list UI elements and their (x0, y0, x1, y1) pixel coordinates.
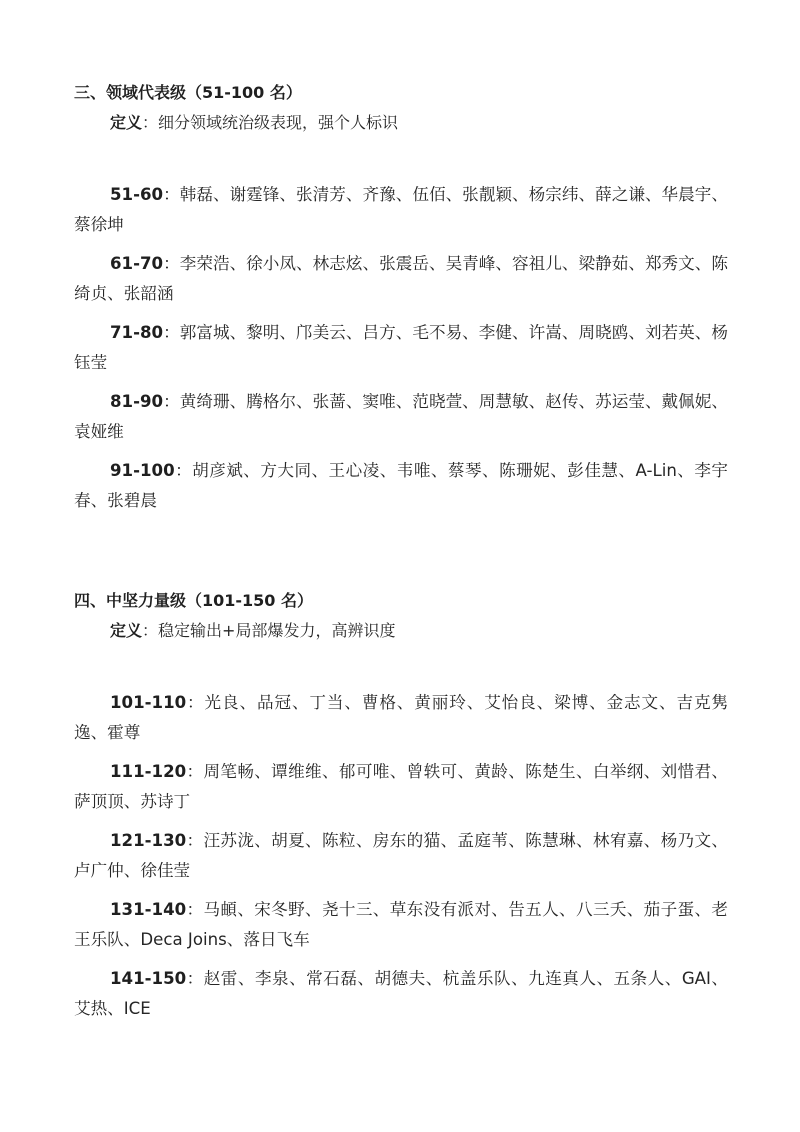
rank-range: 91-100 (110, 461, 175, 480)
rank-group (74, 964, 728, 1024)
rank-separator: ： (186, 693, 205, 712)
section-title: 四、中坚力量级（101-150 名） (74, 591, 314, 610)
rank-names: 赵雷、李泉、常石磊、胡德夫、杭盖乐队、九连真人、五条人、GAI、艾热、ICE (74, 969, 728, 1018)
rank-names: 郭富城、黎明、邝美云、吕方、毛不易、李健、许嵩、周晓鸥、刘若英、杨钰莹 (74, 323, 729, 372)
rank-names: 周笔畅、谭维维、郁可唯、曾轶可、黄龄、陈楚生、白举纲、刘惜君、萨顶顶、苏诗丁 (74, 762, 729, 811)
rank-range: 101-110 (110, 693, 187, 712)
rank-group (74, 387, 728, 447)
rank-group-list (74, 180, 728, 516)
rank-names: 胡彦斌、方大同、王心凌、韦唯、蔡琴、陈珊妮、彭佳慧、A-Lin、李宇春、张碧晨 (74, 461, 728, 510)
rank-range: 81-90 (110, 392, 164, 411)
rank-group (74, 895, 728, 955)
rank-range: 121-130 (110, 831, 187, 850)
rank-group (74, 249, 728, 309)
section-definition (110, 620, 728, 642)
definition-text: 细分领域统治级表现，强个人标识 (158, 113, 399, 132)
rank-range: 61-70 (110, 254, 164, 273)
definition-separator: ： (142, 621, 159, 640)
rank-separator: ： (163, 392, 180, 411)
rank-range: 111-120 (110, 762, 187, 781)
rank-group (74, 318, 728, 378)
definition-text: 稳定输出+局部爆发力，高辨识度 (158, 621, 396, 640)
rank-group (74, 456, 728, 516)
rank-names: 光良、品冠、丁当、曹格、黄丽玲、艾怡良、梁博、金志文、吉克隽逸、霍尊 (74, 693, 729, 742)
section-domain-representative (74, 82, 728, 525)
definition-label: 定义 (110, 621, 143, 640)
rank-range: 131-140 (110, 900, 187, 919)
section-title: 三、领域代表级（51-100 名） (74, 83, 302, 102)
section-core-strength (74, 590, 728, 1033)
rank-separator: ： (186, 831, 204, 850)
rank-group (74, 688, 728, 748)
rank-names: 黄绮珊、腾格尔、张蔷、窦唯、范晓萱、周慧敏、赵传、苏运莹、戴佩妮、袁娅维 (74, 392, 729, 441)
rank-group (74, 757, 728, 817)
definition-separator: ： (142, 113, 159, 132)
rank-separator: ： (186, 969, 204, 988)
rank-group (74, 826, 728, 886)
rank-names: 韩磊、谢霆锋、张清芳、齐豫、伍佰、张靓颖、杨宗纬、薛之谦、华晨宇、蔡徐坤 (74, 185, 729, 234)
rank-separator: ： (163, 185, 180, 204)
rank-names: 汪苏泷、胡夏、陈粒、房东的猫、孟庭苇、陈慧琳、林宥嘉、杨乃文、卢广仲、徐佳莹 (74, 831, 729, 880)
rank-names: 李荣浩、徐小凤、林志炫、张震岳、吴青峰、容祖儿、梁静茹、郑秀文、陈绮贞、张韶涵 (74, 254, 729, 303)
rank-separator: ： (163, 254, 180, 273)
section-definition (110, 112, 728, 134)
definition-label: 定义 (110, 113, 143, 132)
rank-range: 51-60 (110, 185, 164, 204)
rank-range: 71-80 (110, 323, 164, 342)
rank-separator: ： (186, 762, 204, 781)
rank-separator: ： (174, 461, 193, 480)
rank-separator: ： (163, 323, 180, 342)
rank-names: 马頔、宋冬野、尧十三、草东没有派对、告五人、八三夭、茄子蛋、老王乐队、Deca Joins、落日飞车 (74, 900, 729, 949)
rank-separator: ： (186, 900, 204, 919)
rank-range: 141-150 (110, 969, 187, 988)
rank-group (74, 180, 728, 240)
rank-group-list (74, 688, 728, 1024)
